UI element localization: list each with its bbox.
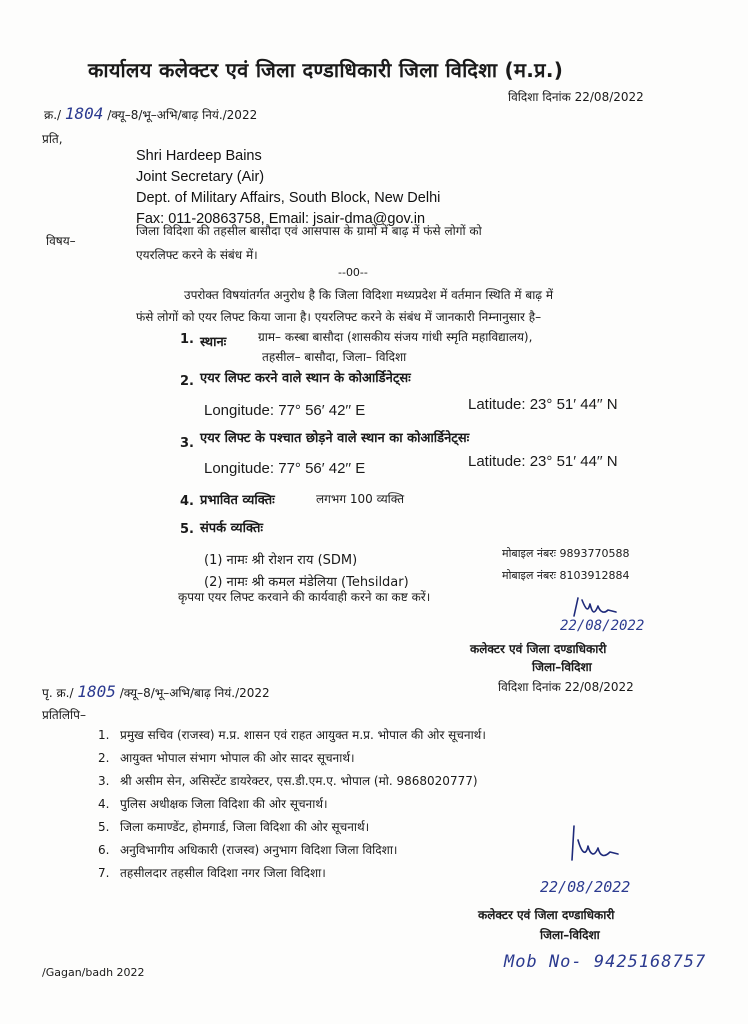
signature-1-designation: कलेक्टर एवं जिला दण्डाधिकारी [470, 642, 607, 656]
contact-1-name: (1) नामः श्री रोशन राय (SDM) [204, 553, 358, 568]
item-3-number: 3. [180, 436, 194, 451]
addressee-department: Dept. of Military Affairs, South Block, New Delhi [136, 190, 441, 206]
contact-1-mobile: मोबाइल नंबरः 9893770588 [502, 547, 630, 560]
copy-list-item: 2. आयुक्त भोपाल संभाग भोपाल की ओर सादर सूचनार्थ। [98, 751, 355, 765]
item-5-number: 5. [180, 522, 194, 537]
body-line-2: फंसे लोगों को एयर लिफ्ट किया जाना है। एयरलिफ्ट करने के संबंध में जानकारी निम्नानुसार है– [136, 310, 542, 324]
addressee-designation: Joint Secretary (Air) [136, 169, 265, 185]
item-2-number: 2. [180, 374, 194, 389]
copy-list-item: 1. प्रमुख सचिव (राजस्व) म.प्र. शासन एवं राहत आयुक्त म.प्र. भोपाल की ओर सूचनार्थ। [98, 728, 486, 742]
signature-1-district: जिला–विदिशा [532, 660, 592, 674]
item-4-label: प्रभावित व्यक्तिः [200, 493, 275, 508]
item-5-label: संपर्क व्यक्तिः [200, 521, 264, 536]
reference-prefix: क्र./ [44, 108, 62, 122]
endorsement-date: विदिशा दिनांक 22/08/2022 [498, 680, 634, 694]
item-2-longitude: Longitude: 77° 56′ 42′′ E [204, 402, 366, 419]
item-3-label: एयर लिफ्ट के पश्चात छोड़ने वाले स्थान का कोआर्डिनेट्सः [200, 431, 470, 446]
copy-item-6: अनुविभागीय अधिकारी (राजस्व) अनुभाग विदिशा जिला विदिशा। [120, 843, 398, 857]
signature-2-date: 22/08/2022 [540, 878, 631, 896]
copy-item-1: प्रमुख सचिव (राजस्व) म.प्र. शासन एवं राहत आयुक्त म.प्र. भोपाल की ओर सूचनार्थ। [120, 728, 486, 742]
reference-number: 1804 [64, 104, 104, 123]
copy-label: प्रतिलिपि– [42, 708, 86, 722]
item-1-line-2: तहसील– बासौदा, जिला– विदिशा [262, 350, 407, 364]
contact-2-mobile: मोबाइल नंबरः 8103912884 [502, 569, 630, 582]
reference-line [44, 104, 257, 123]
item-1-number: 1. [180, 332, 194, 347]
item-3-longitude: Longitude: 77° 56′ 42′′ E [204, 460, 366, 477]
office-title: कार्यालय कलेक्टर एवं जिला दण्डाधिकारी जिला विदिशा (म.प्र.) [88, 58, 564, 82]
item-4-value: लगभग 100 व्यक्ति [316, 492, 405, 506]
addressee-name: Shri Hardeep Bains [136, 148, 262, 164]
copy-list-item: 5. जिला कमाण्डेंट, होमगार्ड, जिला विदिशा की ओर सूचनार्थ। [98, 820, 370, 834]
copy-list-item: 6. अनुविभागीय अधिकारी (राजस्व) अनुभाग विदिशा जिला विदिशा। [98, 843, 398, 857]
copy-item-3: श्री असीम सेन, असिस्टेंट डायरेक्टर, एस.डी.एम.ए. भोपाल (मो. 9868020777) [120, 774, 478, 788]
letter-date: विदिशा दिनांक 22/08/2022 [508, 90, 644, 104]
file-reference: /Gagan/badh 2022 [42, 966, 145, 979]
item-2-latitude: Latitude: 23° 51′ 44′′ N [468, 396, 618, 413]
item-1-line-1: ग्राम– कस्बा बासौदा (शासकीय संजय गांधी स्मृति महाविद्यालय), [258, 330, 533, 344]
copy-list-item: 3. श्री असीम सेन, असिस्टेंट डायरेक्टर, एस.डी.एम.ए. भोपाल (मो. 9868020777) [98, 774, 478, 788]
copy-item-7: तहसीलदार तहसील विदिशा नगर जिला विदिशा। [120, 866, 326, 880]
reference-suffix: /क्यू–8/भू–अभि/बाढ़ नियं./2022 [107, 108, 258, 122]
subject-line-1: जिला विदिशा की तहसील बासौदा एवं आसपास के ग्रामों में बाढ़ में फंसे लोगों को [136, 224, 482, 238]
signature-2-scribble [560, 820, 660, 880]
closing-request: कृपया एयर लिफ्ट करवाने की कार्यवाही करने का कष्ट करें। [178, 590, 431, 604]
signature-2-designation: कलेक्टर एवं जिला दण्डाधिकारी [478, 908, 615, 922]
endorsement-reference [42, 682, 270, 701]
copy-list-item: 7. तहसीलदार तहसील विदिशा नगर जिला विदिशा। [98, 866, 326, 880]
copy-item-4: पुलिस अधीक्षक जिला विदिशा की ओर सूचनार्थ। [120, 797, 328, 811]
copy-list-item: 4. पुलिस अधीक्षक जिला विदिशा की ओर सूचनार्थ। [98, 797, 328, 811]
endorsement-suffix: /क्यू–8/भू–अभि/बाढ़ नियं./2022 [119, 686, 270, 700]
separator: --00-- [338, 266, 368, 279]
item-2-label: एयर लिफ्ट करने वाले स्थान के कोआर्डिनेट्सः [200, 371, 411, 386]
handwritten-mobile-note: Mob No- 9425168757 [504, 952, 707, 972]
contact-2-name: (2) नामः श्री कमल मंडेलिया (Tehsildar) [204, 575, 409, 590]
subject-line-2: एयरलिफ्ट करने के संबंध में। [136, 248, 258, 262]
item-3-latitude: Latitude: 23° 51′ 44′′ N [468, 453, 618, 470]
endorsement-prefix: पृ. क्र./ [42, 686, 74, 700]
item-4-number: 4. [180, 494, 194, 509]
item-1-label: स्थानः [200, 335, 227, 350]
addressee-contact: Fax: 011-20863758, Email: jsair-dma@gov.in [136, 211, 426, 227]
subject-label: विषय– [46, 234, 76, 248]
signature-1-date: 22/08/2022 [560, 618, 645, 634]
endorsement-number: 1805 [77, 682, 116, 701]
signature-2-district: जिला–विदिशा [540, 928, 600, 942]
to-label: प्रति, [42, 132, 63, 146]
body-line-1: उपरोक्त विषयांतर्गत अनुरोध है कि जिला विदिशा मध्यप्रदेश में वर्तमान स्थिति में बाढ़ में [184, 288, 554, 302]
copy-item-2: आयुक्त भोपाल संभाग भोपाल की ओर सादर सूचनार्थ। [120, 751, 355, 765]
copy-item-5: जिला कमाण्डेंट, होमगार्ड, जिला विदिशा की ओर सूचनार्थ। [120, 820, 370, 834]
